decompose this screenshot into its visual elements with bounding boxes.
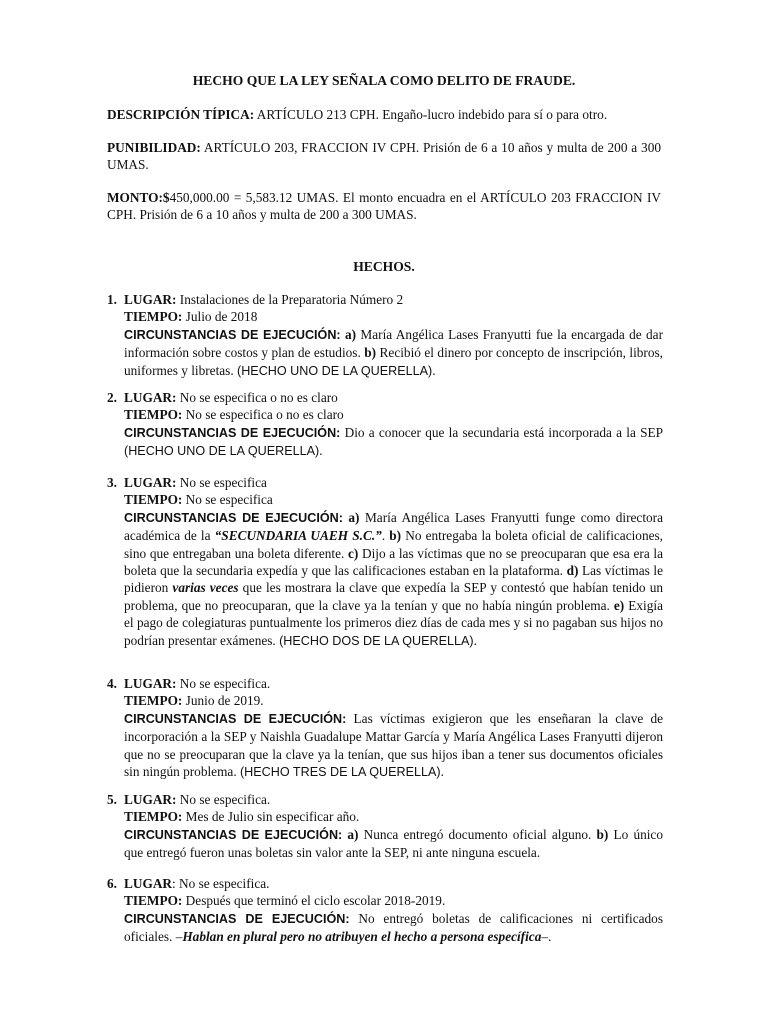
hecho-item-6 bbox=[107, 875, 663, 946]
document-title: HECHO QUE LA LEY SEÑALA COMO DELITO DE FRAUDE. bbox=[192, 73, 576, 88]
item-number: 5. bbox=[107, 792, 117, 807]
item-lugar: LUGAR: No se especifica. bbox=[124, 676, 271, 691]
item-number: 6. bbox=[107, 876, 117, 891]
item-tiempo: TIEMPO: Después que terminó el ciclo escolar 2018-2019. bbox=[124, 893, 446, 909]
item-number: 4. bbox=[107, 676, 117, 691]
hecho-item-1 bbox=[107, 291, 663, 380]
monto-label: MONTO: bbox=[107, 190, 163, 205]
item-circunstancias: CIRCUNSTANCIAS DE EJECUCIÓN: No entregó boletas de calificaciones ni certificados oficiales. –Hablan en plural pero no atribuyen el hecho a persona específica–. bbox=[124, 910, 663, 945]
item-circunstancias: CIRCUNSTANCIAS DE EJECUCIÓN: Las víctimas exigieron que les enseñaran la clave de incorporación a la SEP y Naishla Guadalupe Mattar García y María Angélica Lases Franyutti dijeron que no se preocuparan que la clave ya la tenían, que sus hijos iban a tener sus documentos oficiales sin ningún problema. (HECHO TRES DE LA QUERELLA). bbox=[124, 710, 663, 780]
item-tiempo: TIEMPO: No se especifica o no es claro bbox=[124, 407, 344, 423]
item-number: 2. bbox=[107, 390, 117, 405]
punibilidad-label: PUNIBILIDAD: bbox=[107, 140, 201, 155]
hecho-item-3 bbox=[107, 474, 663, 650]
item-circunstancias: CIRCUNSTANCIAS DE EJECUCIÓN: Dio a conocer que la secundaria está incorporada a la SEP (HECHO UNO DE LA QUERELLA). bbox=[124, 424, 663, 459]
item-lugar: LUGAR: No se especifica. bbox=[124, 876, 270, 891]
item-tiempo: TIEMPO: Julio de 2018 bbox=[124, 309, 258, 325]
descripcion-tipica bbox=[107, 106, 661, 123]
monto-dollar: $ bbox=[162, 190, 170, 205]
hecho-item-4 bbox=[107, 675, 663, 781]
item-tiempo: TIEMPO: Mes de Julio sin especificar año. bbox=[124, 809, 360, 825]
item-circunstancias: CIRCUNSTANCIAS DE EJECUCIÓN: a) Nunca entregó documento oficial alguno. b) Lo único que entregó fueron unas boletas sin valor ante la SEP, ni ante ninguna escuela. bbox=[124, 826, 663, 861]
punibilidad bbox=[107, 139, 661, 174]
monto bbox=[107, 189, 661, 224]
item-number: 3. bbox=[107, 475, 117, 490]
item-circunstancias: CIRCUNSTANCIAS DE EJECUCIÓN: a) María Angélica Lases Franyutti funge como directora académica de la “SECUNDARIA UAEH S.C.”. b) No entregaba la boleta oficial de calificaciones, sino que entregaban una boleta diferente. c) Dijo a las víctimas que no se preocuparan que esa era la boleta que la secundaria expedía y que las calificaciones estaban en la plataforma. d) Las víctimas le pidieron varias veces que les mostrara la clave que expedía la SEP y contestó que habían tenido un problema, que no preocuparan, que la clave ya la tenían y que no había ningún problema. e) Exigía el pago de colegiaturas puntualmente los primeros diez días de cada mes y si no pagaban sus hijos no podrían presentar exámenes. (HECHO DOS DE LA QUERELLA). bbox=[124, 509, 664, 648]
hecho-item-5 bbox=[107, 791, 663, 862]
item-circunstancias: CIRCUNSTANCIAS DE EJECUCIÓN: a) María Angélica Lases Franyutti fue la encargada de dar información sobre costos y plan de estudios. b) Recibió el dinero por concepto de inscripción, libros, uniformes y libretas. (HECHO UNO DE LA QUERELLA). bbox=[124, 326, 663, 378]
item-lugar: LUGAR: No se especifica. bbox=[124, 792, 271, 807]
hechos-heading: HECHOS. bbox=[353, 259, 415, 274]
item-lugar: LUGAR: Instalaciones de la Preparatoria Número 2 bbox=[124, 292, 404, 307]
item-lugar: LUGAR: No se especifica o no es claro bbox=[124, 390, 338, 405]
item-number: 1. bbox=[107, 292, 117, 307]
item-tiempo: TIEMPO: No se especifica bbox=[124, 492, 273, 508]
item-tiempo: TIEMPO: Junio de 2019. bbox=[124, 693, 264, 709]
item-lugar: LUGAR: No se especifica bbox=[124, 475, 267, 490]
punibilidad-text: ARTÍCULO 203, FRACCION IV CPH. Prisión de 6 a 10 años y multa de 200 a 300 UMAS. bbox=[107, 140, 661, 173]
monto-text: 450,000.00 = 5,583.12 UMAS. El monto encuadra en el ARTÍCULO 203 FRACCION IV CPH. Prisión de 6 a 10 años y multa de 200 a 300 UMAS. bbox=[107, 190, 661, 223]
descripcion-label: DESCRIPCIÓN TÍPICA: bbox=[107, 107, 255, 122]
descripcion-text: ARTÍCULO 213 CPH. Engaño-lucro indebido para sí o para otro. bbox=[254, 107, 608, 122]
hecho-item-2 bbox=[107, 389, 663, 461]
